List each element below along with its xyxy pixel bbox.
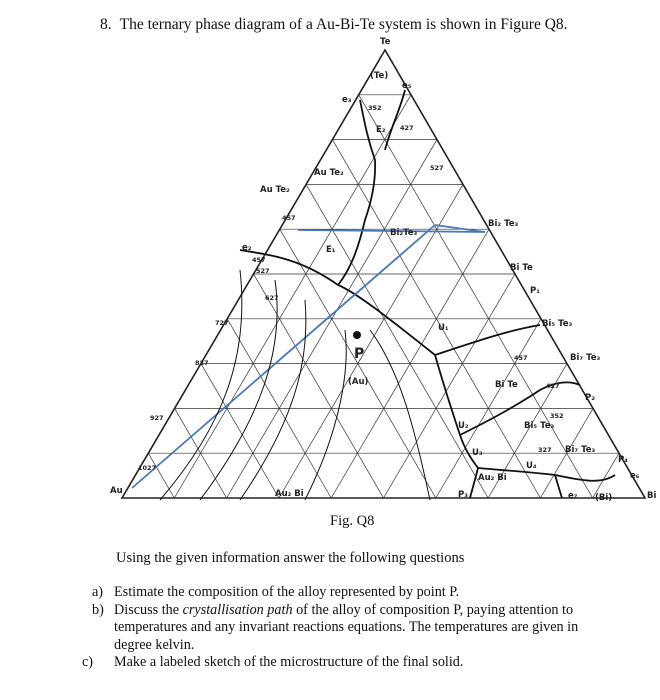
temp-label: 427: [546, 382, 560, 390]
label-bite-inner: Bi Te: [495, 380, 518, 390]
isotherm-arcs: [160, 270, 430, 500]
question-text-part: Estimate the composition of the alloy represented by point P.: [114, 584, 460, 600]
mark-e5: e₅: [402, 81, 412, 91]
question-text-emphasis: crystallisation path: [182, 601, 293, 618]
isotherm-2: [200, 280, 277, 500]
boundary-u4-e7: [555, 475, 562, 498]
label-bi2te3-inner: Bi₂Te₃: [390, 228, 418, 238]
diagram-svg: [100, 30, 660, 510]
label-bi7te3-inner: Bi₇ Te₃: [565, 445, 596, 455]
temp-label: 457: [252, 256, 266, 264]
mark-e3: e₃: [342, 95, 352, 105]
temperature-labels: [138, 104, 564, 472]
instructions: Using the given information answer the following questions: [116, 550, 465, 566]
label-au2bi-inner: Au₂ Bi: [478, 473, 507, 483]
grid-line: [148, 453, 174, 498]
isotherm-4: [305, 330, 346, 500]
mark-e2: E₂: [376, 125, 386, 135]
isotherm-5: [370, 330, 430, 500]
label-bi5te3: Bi₅ Te₃: [542, 319, 573, 329]
grid-line: [174, 95, 411, 498]
mark-p2: P₂: [585, 393, 595, 403]
grid-line: [359, 95, 593, 498]
question-text: [114, 584, 612, 602]
label-bi7te3: Bi₇ Te₃: [570, 353, 601, 363]
temp-label: 527: [430, 164, 444, 172]
label-au-phase: (Au): [348, 377, 369, 387]
question-c: [82, 654, 612, 672]
tie-line-au-bi2te3: [132, 225, 435, 488]
mark-u2: U₂: [458, 421, 469, 431]
temp-label: 457: [282, 214, 296, 222]
mark-e2-small: e₂: [242, 243, 252, 253]
temp-label: 727: [215, 319, 229, 327]
question-number: 8.: [100, 16, 112, 33]
question-b: [92, 602, 612, 655]
grid-lines: [148, 95, 619, 498]
label-bi-phase: (Bi): [595, 493, 613, 503]
question-text: The ternary phase diagram of a Au-Bi-Te system is shown in Figure Q8.: [119, 16, 568, 33]
temp-label: 827: [195, 359, 209, 367]
temp-label: 457: [514, 354, 528, 362]
temp-label: 352: [368, 104, 382, 112]
isotherm-1: [160, 270, 242, 500]
question-label: a): [92, 584, 104, 600]
mark-u4: U₄: [526, 461, 537, 471]
phase-boundaries: [240, 90, 615, 498]
label-bite-edge: Bi Te: [510, 263, 533, 273]
boundary-u1-p1: [435, 325, 540, 355]
label-aute2: Au Te₂: [314, 168, 344, 178]
question-label: c): [82, 654, 94, 670]
questions-list: [82, 584, 612, 672]
boundary-u1-u2: [435, 355, 460, 435]
question-text: [114, 602, 612, 655]
question-a: [92, 584, 612, 602]
mark-p3: P₃: [458, 490, 468, 500]
boundary-u3-p3: [470, 468, 478, 498]
corner-label-au: Au: [110, 486, 123, 496]
question-text-part: Discuss the: [114, 601, 183, 618]
boundary-e5: [385, 90, 405, 150]
grid-line: [201, 364, 279, 498]
label-bi2te3-edge: Bi₂ Te₃: [488, 219, 519, 229]
temp-label: 427: [400, 124, 414, 132]
mark-e6: e₆: [630, 471, 640, 481]
temp-label: 527: [256, 267, 270, 275]
question-label: b): [92, 601, 104, 618]
temp-label: 627: [265, 294, 279, 302]
question-text-part: Make a labeled sketch of the microstructure of the final solid.: [114, 654, 464, 670]
mark-u3: U₃: [472, 448, 483, 458]
mark-e7: e₇: [568, 491, 578, 501]
corner-label-bi: Bi: [647, 491, 657, 501]
mark-u1: U₁: [438, 323, 449, 333]
corner-label-te: Te: [380, 37, 391, 47]
label-au2bi-bottom: Au₂ Bi: [275, 489, 304, 499]
point-p-label: P: [354, 346, 365, 362]
temp-label: 1027: [138, 464, 157, 472]
temp-label: 327: [538, 446, 552, 454]
boundary-e3-e2: [338, 100, 375, 285]
mark-p4: P₄: [618, 455, 628, 465]
label-aute2-left: Au Te₂: [260, 185, 290, 195]
question-text: [114, 654, 612, 672]
label-te-phase: (Te): [370, 71, 389, 81]
figure-caption: Fig. Q8: [330, 513, 375, 529]
ternary-phase-diagram: [100, 30, 660, 510]
point-p-dot: [353, 331, 361, 339]
temp-label: 352: [550, 412, 564, 420]
question-text-part: of the alloy of composition P, paying attention to temperatures and any invariant reactions equations. The temperatures are given in degree kelvin.: [114, 601, 579, 653]
temp-label: 927: [150, 414, 164, 422]
mark-e1: E₁: [326, 245, 336, 255]
blue-tie-lines: [132, 225, 485, 488]
mark-p1: P₁: [530, 286, 540, 296]
label-bi5te3-inner: Bi₅ Te₃: [524, 421, 555, 431]
